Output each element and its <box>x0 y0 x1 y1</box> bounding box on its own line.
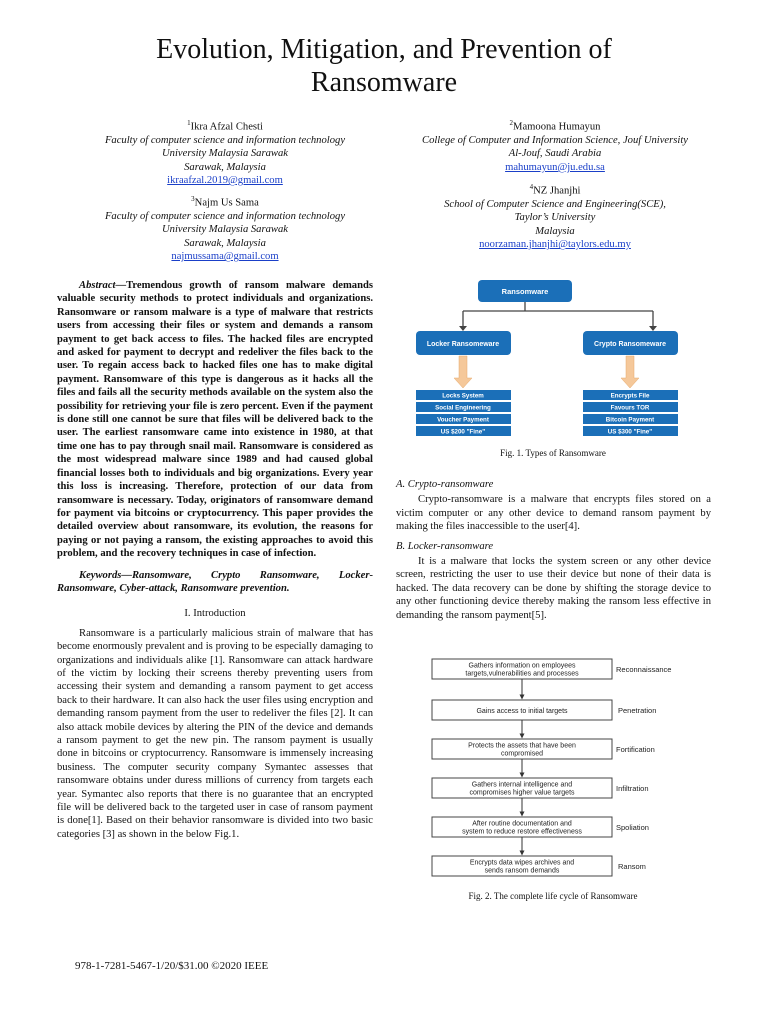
fig2-step <box>432 778 649 798</box>
fig1-arrow-right <box>621 356 639 388</box>
fig2-stage-label: Reconnaissance <box>616 665 672 674</box>
fig2-stage-label: Fortification <box>616 745 655 754</box>
fig1-arrow-left <box>454 356 472 388</box>
crypto-paragraph: Crypto-ransomware is a malware that encrypts files stored on a victim computer or any other device to demand ransom payment by making the files inaccessible to the user[4]. <box>396 494 711 533</box>
author-affiliation: University Malaysia Sarawak <box>162 224 288 236</box>
fig2-stage-label: Ransom <box>618 862 646 871</box>
svg-text:Gathers information on employe: Gathers information on employees <box>468 662 576 670</box>
author-affiliation: Malaysia <box>535 225 575 237</box>
author-email-link[interactable]: ikraafzal.2019@gmail.com <box>167 175 283 187</box>
copyright-footer: 978-1-7281-5467-1/20/$31.00 ©2020 IEEE <box>75 960 269 972</box>
fig2-stage-label: Infiltration <box>616 784 649 793</box>
fig2-step <box>432 856 646 876</box>
locker-paragraph: It is a malware that locks the system screen or any other device screen, restricting the user to use their device but none of their data is hacked. The data recovery can be done by shifting the storage device to any other functioning device thereby making the ransom less effective in demanding the ransom payment[5]. <box>396 556 711 621</box>
svg-text:system to reduce restore effec: system to reduce restore effectiveness <box>462 828 582 836</box>
author-affiliation: University Malaysia Sarawak <box>162 148 288 160</box>
fig1-locker-label: Locker Ransomeware <box>426 341 500 348</box>
fig2-stage-label: Penetration <box>618 706 657 715</box>
author-name: $^1$Ikra Afzal Chesti <box>187 119 263 133</box>
author-block-4 <box>395 181 715 252</box>
fig1-right-item: Favours TOR <box>610 404 650 412</box>
fig1-connector <box>463 302 653 328</box>
author-email-link[interactable]: mahumayun@ju.edu.sa <box>505 161 605 173</box>
fig1-left-item: US $200 "Fine" <box>440 428 486 436</box>
author-block-3 <box>75 193 375 264</box>
figure-1-caption: Fig. 1. Types of Ransomware <box>500 448 606 458</box>
keywords: Keywords—Ransomware, Crypto Ransomware, Locker-Ransomware, Cyber-attack, Ransomware prevention. <box>57 569 373 594</box>
author-affiliation: School of Computer Science and Engineering(SCE), <box>444 198 666 210</box>
author-email-link[interactable]: najmussama@gmail.com <box>171 251 279 263</box>
intro-paragraph: Ransomware is a particularly malicious strain of malware that has become enormously prevalent and is proving to be especially damaging to organizations and individuals alike [1]. Ransomware can attack hardware of the victim by locking their screens thereby preventing users from accessing their system and demanding a ransom payment to get access back to their hardware. It can also hack the user files using encryption and demanding ransom payment from the user to redeliver the files [2]. It can also attack mobile devices by altering the PIN of the device and demands a ransom payment to get the new pin. The ransom payment is usually done in bitcoins or cryptocurrency. Ransomware is immensely increasing business. The computer security company Symantec assesses that ransomware obtains under duress millions of currency from targets each year. Symantec also reports that there is no guarantee that an encrypted file will be delivered back to the targeted user in case of ransom payment is done[1]. Based on their behavior ransomware is divided into two basic categories [3] as shown in the below Fig.1. <box>57 627 373 840</box>
svg-text:Protects the assets that have: Protects the assets that have been <box>468 742 576 750</box>
fig2-stage-label: Spoliation <box>616 823 649 832</box>
svg-text:compromises higher value targe: compromises higher value targets <box>469 789 575 797</box>
right-column <box>396 472 711 622</box>
fig2-step <box>432 739 655 759</box>
section-heading-locker: B. Locker-ransomware <box>396 540 494 552</box>
author-affiliation: Sarawak, Malaysia <box>184 161 266 173</box>
fig1-right-item: Bitcoin Payment <box>605 416 655 424</box>
section-heading-crypto: A. Crypto-ransomware <box>396 479 494 490</box>
figure-2-caption: Fig. 2. The complete life cycle of Ransomware <box>468 891 638 901</box>
author-affiliation: Taylor’s University <box>514 212 596 224</box>
author-affiliation: Faculty of computer science and information technology <box>104 134 346 146</box>
fig1-left-item: Voucher Payment <box>437 416 489 424</box>
title-line-1: Evolution, Mitigation, and Prevention of <box>156 34 612 65</box>
abstract: Abstract—Tremendous growth of ransom malware demands valuable security methods to protect individuals and organizations. Ransomware or ransom malware is a type of malware that restricts users from accessing their files or system and demands a ransom payment to get back access to files. The hacked files are encrypted and asked for payment to decrypt and redeliver the files back to the user. To regain access back to hacked files one has to make digital payment. Ransomware of this type is dangerous as it hacks all the files and fails all the security methods available on the system also the possibility for retrieving your file is zero percent. Even if the payment is done still one cannot be sure that files will be delivered back to the user. The earliest ransomware came into existence in 1980, at that time one has to pay through snail mail. Ransomware is considered as the most widespread malware since 1989 and had caused global financial losses both to individuals and big organizations. Every year this loss is increasing. Therefore, protection of our data from ransomware is necessary. Today, originators of ransomware demand for payment via bitcoins or cryptocurrency. This paper provides the detailed overview about ransomware, its evolution, the reasons for paying or not paying a ransom, the existing approaches to avoid this problem, and the recovery techniques in case of infection. <box>57 280 373 560</box>
fig2-step <box>432 659 671 679</box>
fig1-left-item: Social Engineering <box>435 404 491 412</box>
author-affiliation: Sarawak, Malaysia <box>184 237 266 249</box>
author-email-link[interactable]: noorzaman.jhanjhi@taylors.edu.my <box>479 239 631 251</box>
fig1-left-item: Locks System <box>442 392 484 400</box>
section-heading-introduction: I. Introduction <box>184 608 246 620</box>
figure-1-diagram <box>408 276 708 441</box>
left-column <box>57 279 373 841</box>
author-affiliation: College of Computer and Information Science, Jouf University <box>422 134 688 146</box>
fig2-step <box>432 700 656 720</box>
title-line-2: Ransomware <box>310 67 458 98</box>
fig1-right-items <box>583 390 678 436</box>
author-name: $^4$NZ Jhanjhi <box>529 183 581 197</box>
fig1-left-items <box>416 390 511 436</box>
svg-text:compromised: compromised <box>500 750 544 758</box>
author-affiliation: Al-Jouf, Saudi Arabia <box>508 148 602 160</box>
author-name: $^3$Najm Us Sama <box>191 195 259 209</box>
fig2-step <box>432 817 649 837</box>
svg-text:sends ransom demands: sends ransom demands <box>484 867 560 875</box>
fig1-right-item: Encrypts File <box>610 392 650 400</box>
svg-text:After routine documentation an: After routine documentation and <box>472 820 572 828</box>
svg-text:Encrypts data wipes archives a: Encrypts data wipes archives and <box>469 859 575 867</box>
fig1-root-label: Ransomware <box>501 287 549 296</box>
paper-title <box>0 33 768 99</box>
author-block-1 <box>75 117 375 188</box>
figure-2-diagram <box>428 657 708 882</box>
svg-text:targets,vulnerabilities and pr: targets,vulnerabilities and processes <box>465 670 579 678</box>
author-affiliation: Faculty of computer science and information technology <box>104 210 346 222</box>
author-block-2 <box>395 117 715 174</box>
author-name: $^2$Mamoona Humayun <box>509 119 601 133</box>
fig1-crypto-label: Crypto Ransomeware <box>594 341 666 348</box>
fig1-right-item: US $300 "Fine" <box>607 428 653 436</box>
svg-text:Gathers internal intelligence: Gathers internal intelligence and <box>471 781 573 789</box>
svg-text:Gains access to initial target: Gains access to initial targets <box>476 708 568 715</box>
